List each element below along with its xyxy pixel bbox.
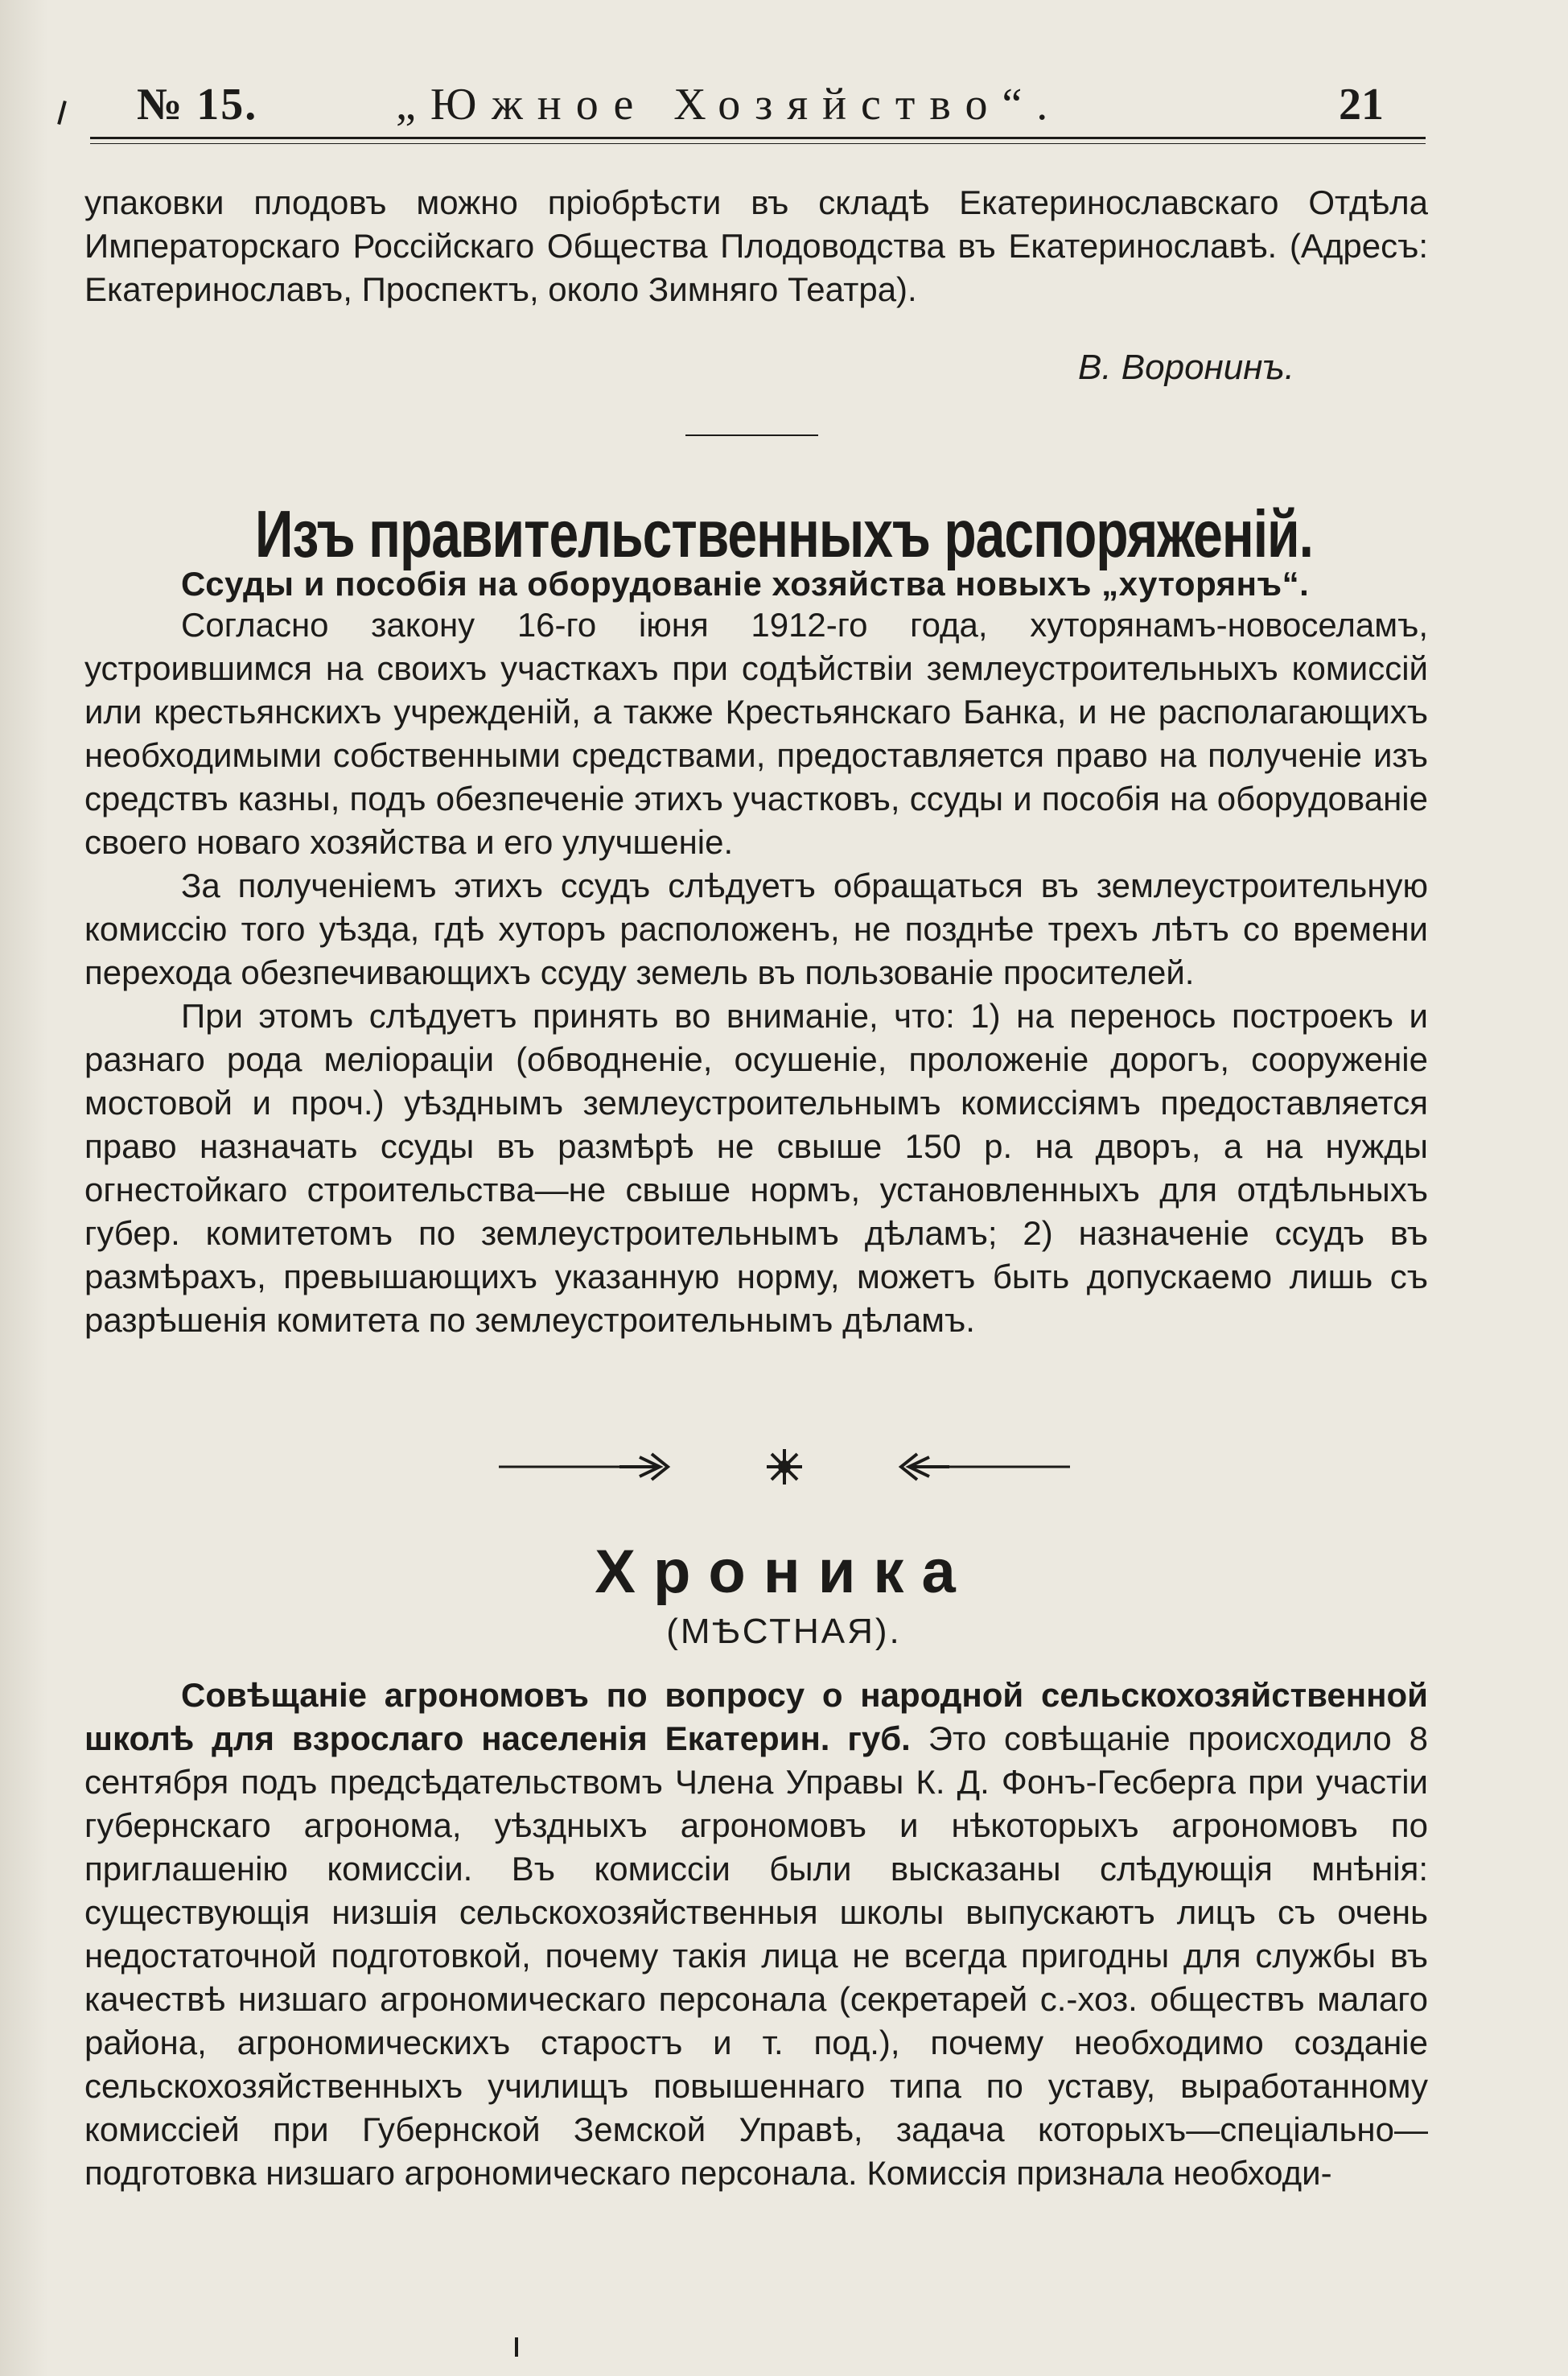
header-rule <box>90 137 1426 139</box>
chronicle-text: Это совѣщаніе происходило 8 сентября подъ предсѣдательствомъ Члена Управы К. Д. Фонъ-Гесберга при участіи губернскаго агронома, уѣздныхъ агрономовъ и нѣкоторыхъ агрономовъ по приглашенію комиссіи. Въ комиссіи были высказаны слѣдующія мнѣнія: существующія низшія сельскохозяйственныя школы выпускаютъ лицъ съ очень недостаточной подготовкой, почему такія лица не всегда пригодны для службы въ качествѣ низшаго агрономическаго персонала (секретарей с.-хоз. обществъ малаго района, агрономическихъ старостъ и т. под.), почему необходимо созданіе сельскохозяйственныхъ училищъ повышеннаго типа по уставу, выработанному комиссіей при Губернской Земской Управѣ, задача которыхъ—спеціально—подготовка низшаго агрономическаго персонала. Комиссія признала необходи- <box>84 1719 1428 2192</box>
article-paragraph: Согласно закону 16-го іюня 1912-го года, хуторянамъ-новоселамъ, устроившимся на своихъ участкахъ при содѣйствіи землеустроительныхъ комиссій или крестьянскихъ учрежденій, а также Крестьянскаго Банка, и не располагающихъ необходимыми собственными средствами, предоставляется право на полученіе изъ средствъ казны, подъ обезпеченіе этихъ участковъ, ссуды и пособія на оборудованіе своего новаго хозяйства и его улучшеніе. <box>84 606 1428 861</box>
page-number: 21 <box>1339 80 1384 130</box>
section-divider <box>685 434 818 436</box>
print-mark <box>57 101 67 125</box>
section-subtitle-local: (МѢСТНАЯ). <box>666 1612 902 1651</box>
issue-number: № 15. <box>137 80 258 130</box>
article-paragraph: При этомъ слѣдуетъ принять во вниманіе, что: 1) на перенось построекъ и разнаго рода меліораціи (обводненіе, осушеніе, проложеніе дорогъ, сооруженіе мостовой и проч.) уѣзднымъ землеустроительнымъ комиссіямъ предоставляется право назначать ссуды въ размѣрѣ не свыше 150 р. на дворъ, а на нужды огнестойкаго строительства—не свыше нормъ, установленныхъ для отдѣльныхъ губер. комитетомъ по землеустроительнымъ дѣламъ; 2) назначеніе ссудъ въ размѣрахъ, превышающихъ указанную норму, можетъ быть допускаемо лишь съ разрѣшенія комитета по землеустроительнымъ дѣламъ. <box>84 997 1428 1339</box>
intro-text: упаковки плодовъ можно пріобрѣсти въ складѣ Екатеринославскаго Отдѣла Императорскаго Россійскаго Общества Плодоводства въ Екатеринославѣ. (Адресъ: Екатеринославъ, Проспектъ, около Зимняго Театра). <box>84 183 1428 308</box>
article-paragraph: За полученіемъ этихъ ссудъ слѣдуетъ обращаться въ землеустроительную комиссію того уѣзда, гдѣ хуторъ расположенъ, не позднѣе трехъ лѣтъ со времени перехода обезпечивающихъ ссуду земель въ пользованіе просителей. <box>84 867 1428 991</box>
section-title-government: Изъ правительственныхъ распоряженій. <box>255 496 1313 571</box>
journal-title: „Южное Хозяйство“. <box>396 80 1063 130</box>
chronicle-lead: Совѣщаніе агрономовъ по вопросу о народной сельскохозяйственной школѣ для взрослаго населенія Екатерин. губ. <box>84 1676 1428 1757</box>
running-header <box>90 74 1426 138</box>
author-signature: В. Воронинъ. <box>1078 348 1295 387</box>
header-rule-thin <box>90 143 1426 144</box>
chronicle-paragraph <box>84 1674 1428 2195</box>
ornamental-divider-icon <box>499 1443 1070 1491</box>
print-mark <box>515 2337 518 2357</box>
government-article-body <box>84 603 1428 1342</box>
article-subheading: Ссуды и пособія на оборудованіе хозяйства новыхъ „хуторянъ“. <box>181 565 1310 603</box>
section-title-chronicle: Хроника <box>595 1538 973 1606</box>
intro-paragraph <box>84 181 1428 311</box>
chronicle-article-body <box>84 1674 1428 2195</box>
